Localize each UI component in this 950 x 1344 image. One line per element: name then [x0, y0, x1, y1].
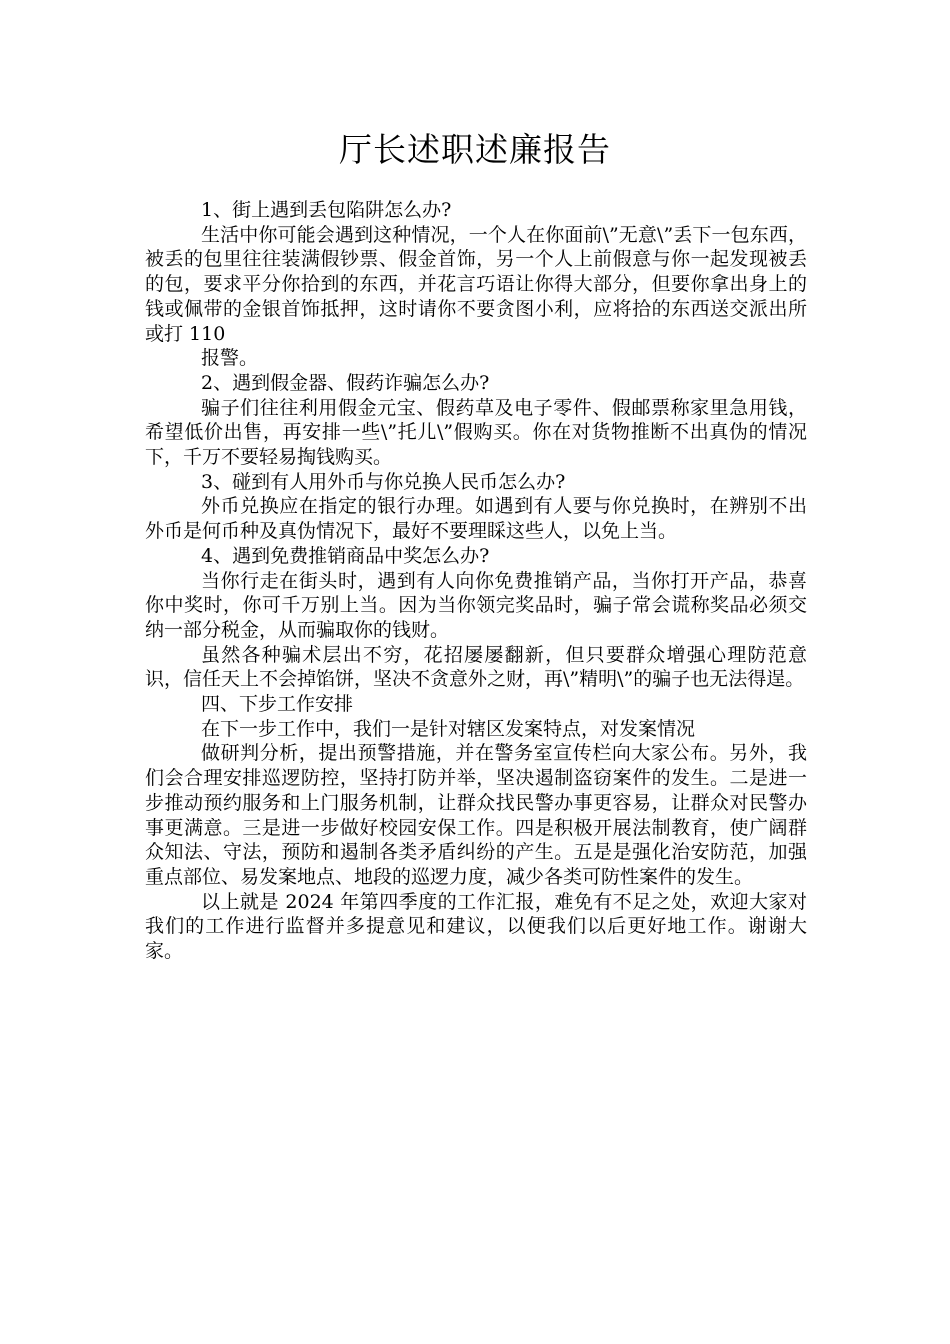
paragraph: 生活中你可能会遇到这种情况，一个人在你面前\”无意\”丢下一包东西，被丢的包里往往装满假钞票、假金首饰，另一个人上前假意与你一起发现被丢的包，要求平分你拾到的东西，并花言巧语让你得大部分，但要你拿出身上的钱或佩带的金银首饰抵押，这时请你不要贪图小利，应将拾的东西送交派出所或打 110 [145, 223, 807, 345]
question-heading-4: 4、遇到免费推销商品中奖怎么办? [201, 544, 490, 567]
paragraph: 当你行走在街头时，遇到有人向你免费推销产品，当你打开产品，恭喜你中奖时，你可千万别上当。因为当你领完奖品时，骗子常会谎称奖品必须交纳一部分税金，从而骗取你的钱财。 [145, 569, 807, 641]
paragraph: 外币兑换应在指定的银行办理。如遇到有人要与你兑换时，在辨别不出外币是何币种及真伪情况下，最好不要理睬这些人，以免上当。 [145, 495, 807, 543]
document-body [145, 198, 807, 964]
paragraph: 骗子们往往利用假金元宝、假药草及电子零件、假邮票称家里急用钱，希望低价出售，再安排一些\”托儿\”假购买。你在对货物推断不出真伪的情况下，千万不要轻易掏钱购买。 [145, 396, 807, 469]
question-heading-2: 2、遇到假金器、假药诈骗怎么办? [201, 371, 490, 394]
question-heading-3: 3、碰到有人用外币与你兑换人民币怎么办? [201, 470, 566, 493]
closing-paragraph: 以上就是 2024 年第四季度的工作汇报，难免有不足之处，欢迎大家对我们的工作进行监督并多提意见和建议，以便我们以后更好地工作。谢谢大家。 [145, 890, 807, 963]
page-title: 厅长述职述廉报告 [339, 130, 611, 169]
paragraph: 在下一步工作中，我们一是针对辖区发案特点，对发案情况 [201, 717, 696, 740]
question-heading-1: 1、街上遇到丢包陷阱怎么办? [201, 199, 452, 221]
paragraph: 虽然各种骗术层出不穷，花招屡屡翻新，但只要群众增强心理防范意识，信任天上不会掉馅饼，坚决不贪意外之财，再\”精明\”的骗子也无法得逞。 [145, 643, 807, 691]
paragraph: 报警。 [201, 347, 259, 370]
section-heading: 四、下步工作安排 [201, 693, 354, 716]
paragraph: 做研判分析，提出预警措施，并在警务室宣传栏向大家公布。另外，我们会合理安排巡逻防控，坚持打防并举，坚决遏制盗窃案件的发生。二是进一步推动预约服务和上门服务机制，让群众找民警办事更容易，让群众对民警办事更满意。三是进一步做好校园安保工作。四是积极开展法制教育，使广阔群众知法、守法，预防和遏制各类矛盾纠纷的产生。五是是强化治安防范，加强重点部位、易发案地点、地段的巡逻力度，减少各类可防性案件的发生。 [145, 742, 807, 888]
